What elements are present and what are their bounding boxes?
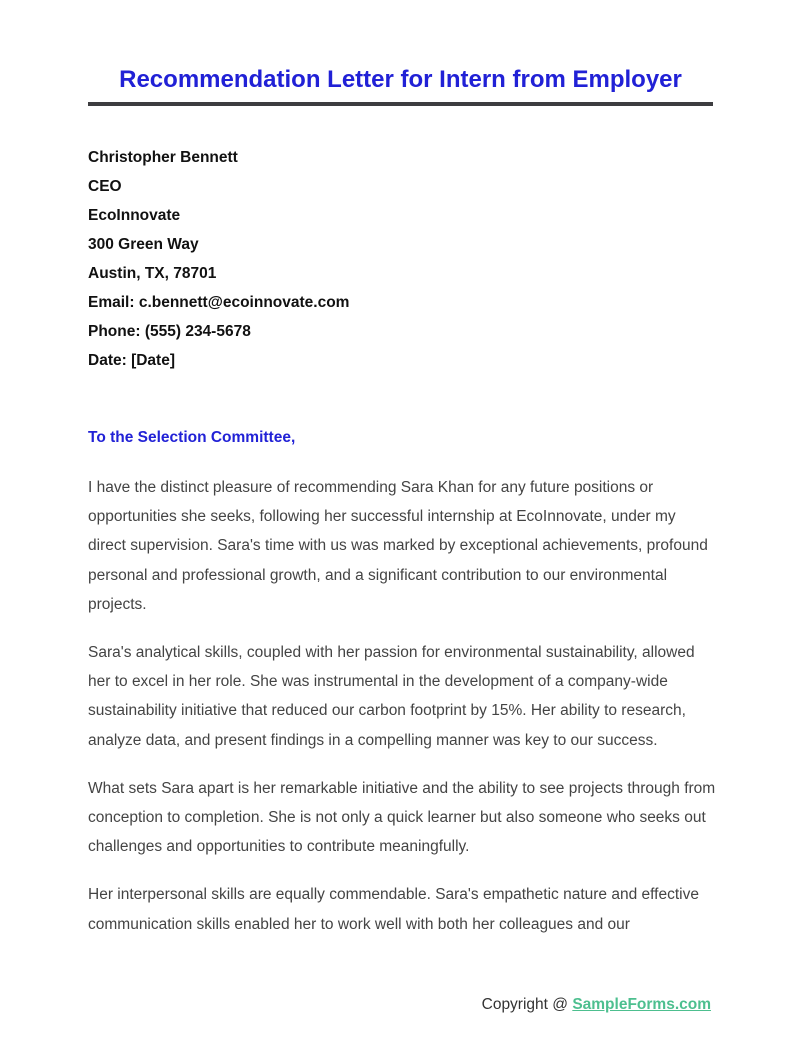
body-paragraph: Her interpersonal skills are equally commendable. Sara's empathetic nature and effective communication skills enabled her to work well with both her colleagues and our	[88, 886, 699, 933]
sender-name: Christopher Bennett	[88, 149, 238, 166]
body-paragraph: I have the distinct pleasure of recommending Sara Khan for any future positions or opportunities she seeks, following her successful internship at EcoInnovate, under my direct supervision. Sara's time with us was marked by exceptional achievements, profound personal and professional growth, and a significant contribution to our environmental projects.	[88, 479, 708, 613]
sender-block	[88, 143, 713, 375]
copyright-prefix: Copyright @	[481, 996, 573, 1013]
document-title: Recommendation Letter for Intern from Employer	[119, 66, 682, 93]
letter-body	[88, 473, 716, 958]
sender-phone: Phone: (555) 234-5678	[88, 323, 251, 340]
sender-street: 300 Green Way	[88, 236, 199, 253]
sender-company: EcoInnovate	[88, 207, 181, 224]
sender-email: Email: c.bennett@ecoinnovate.com	[88, 294, 350, 311]
body-paragraph: Sara's analytical skills, coupled with her passion for environmental sustainability, allowed her to excel in her role. She was instrumental in the development of a company-wide sustainability initiative that reduced our carbon footprint by 15%. Her ability to research, analyze data, and present findings in a compelling manner was key to our success.	[88, 644, 695, 749]
body-paragraph: What sets Sara apart is her remarkable initiative and the ability to see projects through from conception to completion. She is not only a quick learner but also someone who seeks out challenges and opportunities to contribute meaningfully.	[88, 779, 716, 856]
sampleforms-link[interactable]: SampleForms.com	[572, 996, 711, 1013]
sender-city-state-zip: Austin, TX, 78701	[88, 265, 217, 282]
copyright-footer	[482, 993, 711, 1017]
salutation: To the Selection Committee,	[88, 429, 296, 446]
letter-date: Date: [Date]	[88, 352, 175, 369]
sender-position: CEO	[88, 178, 122, 195]
title-divider	[88, 102, 713, 106]
